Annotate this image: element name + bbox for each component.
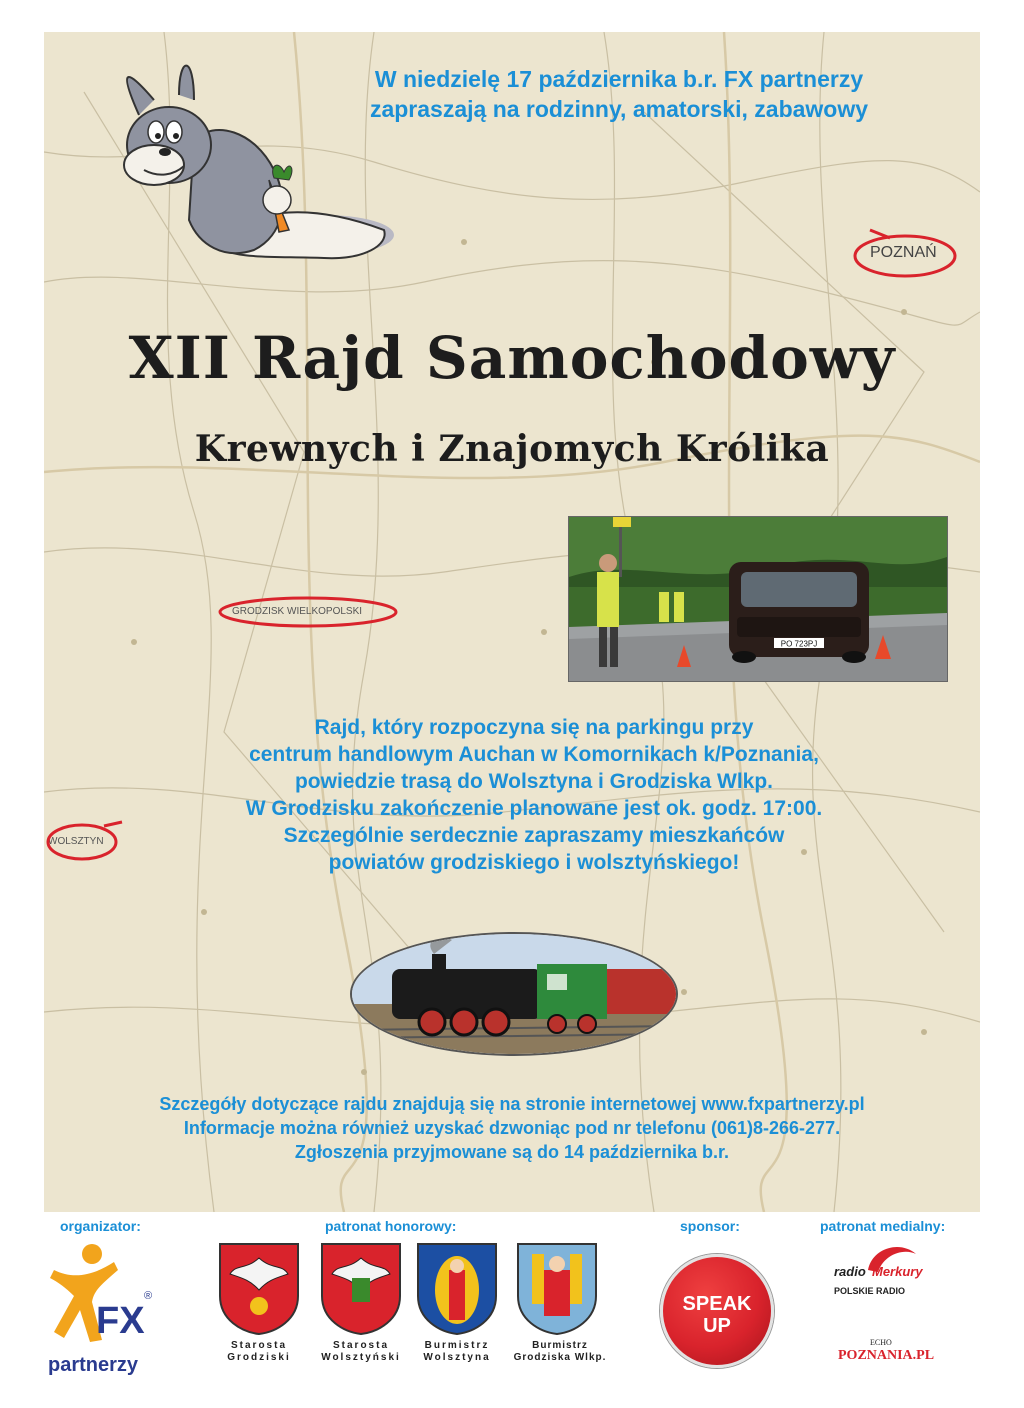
- echo-label: ECHO: [870, 1338, 892, 1347]
- invitation-line-1: W niedzielę 17 października b.r. FX partnerzy: [374, 66, 864, 92]
- map-label-grodzisk: GRODZISK WIELKOPOLSKI: [232, 606, 363, 617]
- invitation-text: [274, 64, 964, 124]
- description-line-4: W Grodzisku zakończenie planowane jest ok. godz. 17:00.: [245, 797, 823, 820]
- crest-caption-4: [500, 1340, 620, 1364]
- description-line-3: powiedzie trasą do Wolsztyna i Grodziska Wlkp.: [294, 770, 774, 793]
- crest-starosta-wolsztynski: [318, 1240, 404, 1336]
- info-deadline: Zgłoszenia przyjmowane są do 14 października b.r.: [294, 1142, 730, 1162]
- photo-car: [568, 516, 948, 682]
- crest-caption-1-line-2: Grodziski: [227, 1352, 291, 1363]
- radio-word-1: radio: [834, 1264, 866, 1279]
- crest-caption-4-line-1: Burmistrz: [532, 1340, 588, 1351]
- crest-burmistrz-grodziska: [514, 1240, 600, 1336]
- map-label-wolsztyn: WOLSZTYN: [48, 836, 104, 847]
- description-line-2: centrum handlowym Auchan w Komornikach k/Poznania,: [249, 743, 819, 766]
- radio-word-2: Merkury: [872, 1264, 923, 1279]
- car-plate: PO 723PJ: [780, 639, 818, 649]
- crest-caption-3: [404, 1340, 510, 1364]
- fx-registered-mark: ®: [144, 1290, 153, 1302]
- red-circle-poznan: [850, 224, 965, 284]
- contact-info: [54, 1092, 970, 1164]
- radio-subtitle: POLSKIE RADIO: [834, 1286, 906, 1296]
- red-circle-wolsztyn: [44, 820, 128, 864]
- map-label-poznan: POZNAŃ: [870, 244, 937, 261]
- crest-caption-2: [306, 1340, 416, 1364]
- description-line-5: Szczególnie serdecznie zapraszamy mieszkańców: [283, 824, 785, 847]
- crest-caption-1-line-1: Starosta: [230, 1340, 287, 1351]
- invitation-line-2: zapraszają na rodzinny, amatorski, zabawowy: [369, 96, 869, 122]
- red-circle-grodzisk: [212, 592, 412, 632]
- poster: [44, 32, 980, 1212]
- media-patrons: [820, 1240, 960, 1390]
- rally-subtitle: Krewnych i Znajomych Królika: [194, 428, 830, 470]
- photo-steam-train: [350, 932, 678, 1056]
- fx-logo-text: FX: [96, 1300, 145, 1342]
- crest-caption-1: [206, 1340, 312, 1364]
- description-line-6: powiatów grodziskiego i wolsztyńskiego!: [328, 851, 740, 874]
- fx-partnerzy-logo: [44, 1240, 174, 1390]
- rally-description: [134, 714, 934, 876]
- info-phone: Informacje można również uzyskać dzwoniąc pod nr telefonu (061)8-266-277.: [183, 1118, 841, 1138]
- crest-caption-2-line-1: Starosta: [332, 1340, 389, 1351]
- rally-title: XII Rajd Samochodowy: [128, 324, 896, 392]
- media-patronage-label: patronat medialny:: [820, 1218, 946, 1234]
- organizer-label: organizator:: [60, 1218, 141, 1234]
- sponsor-line-1: SPEAK: [682, 1293, 752, 1315]
- crest-starosta-grodziski: [216, 1240, 302, 1336]
- description-line-1: Rajd, który rozpoczyna się na parkingu przy: [314, 716, 754, 739]
- crest-burmistrz-wolsztyna: [414, 1240, 500, 1336]
- sponsor-label: sponsor:: [680, 1218, 740, 1234]
- poznania-logo: POZNANIA.PL: [838, 1348, 935, 1363]
- info-website: Szczegóły dotyczące rajdu znajdują się na stronie internetowej www.fxpartnerzy.pl: [159, 1094, 865, 1114]
- sponsor-speak-up-logo: [660, 1254, 774, 1368]
- crest-caption-3-line-2: Wolsztyna: [423, 1352, 491, 1363]
- crest-caption-4-line-2: Grodziska Wlkp.: [513, 1352, 607, 1363]
- crest-caption-3-line-1: Burmistrz: [424, 1340, 490, 1351]
- crest-caption-2-line-2: Wolsztyński: [321, 1352, 401, 1363]
- fx-logo-subtext: partnerzy: [48, 1354, 139, 1376]
- sponsor-line-2: UP: [703, 1315, 731, 1337]
- honorary-patronage-label: patronat honorowy:: [325, 1218, 457, 1234]
